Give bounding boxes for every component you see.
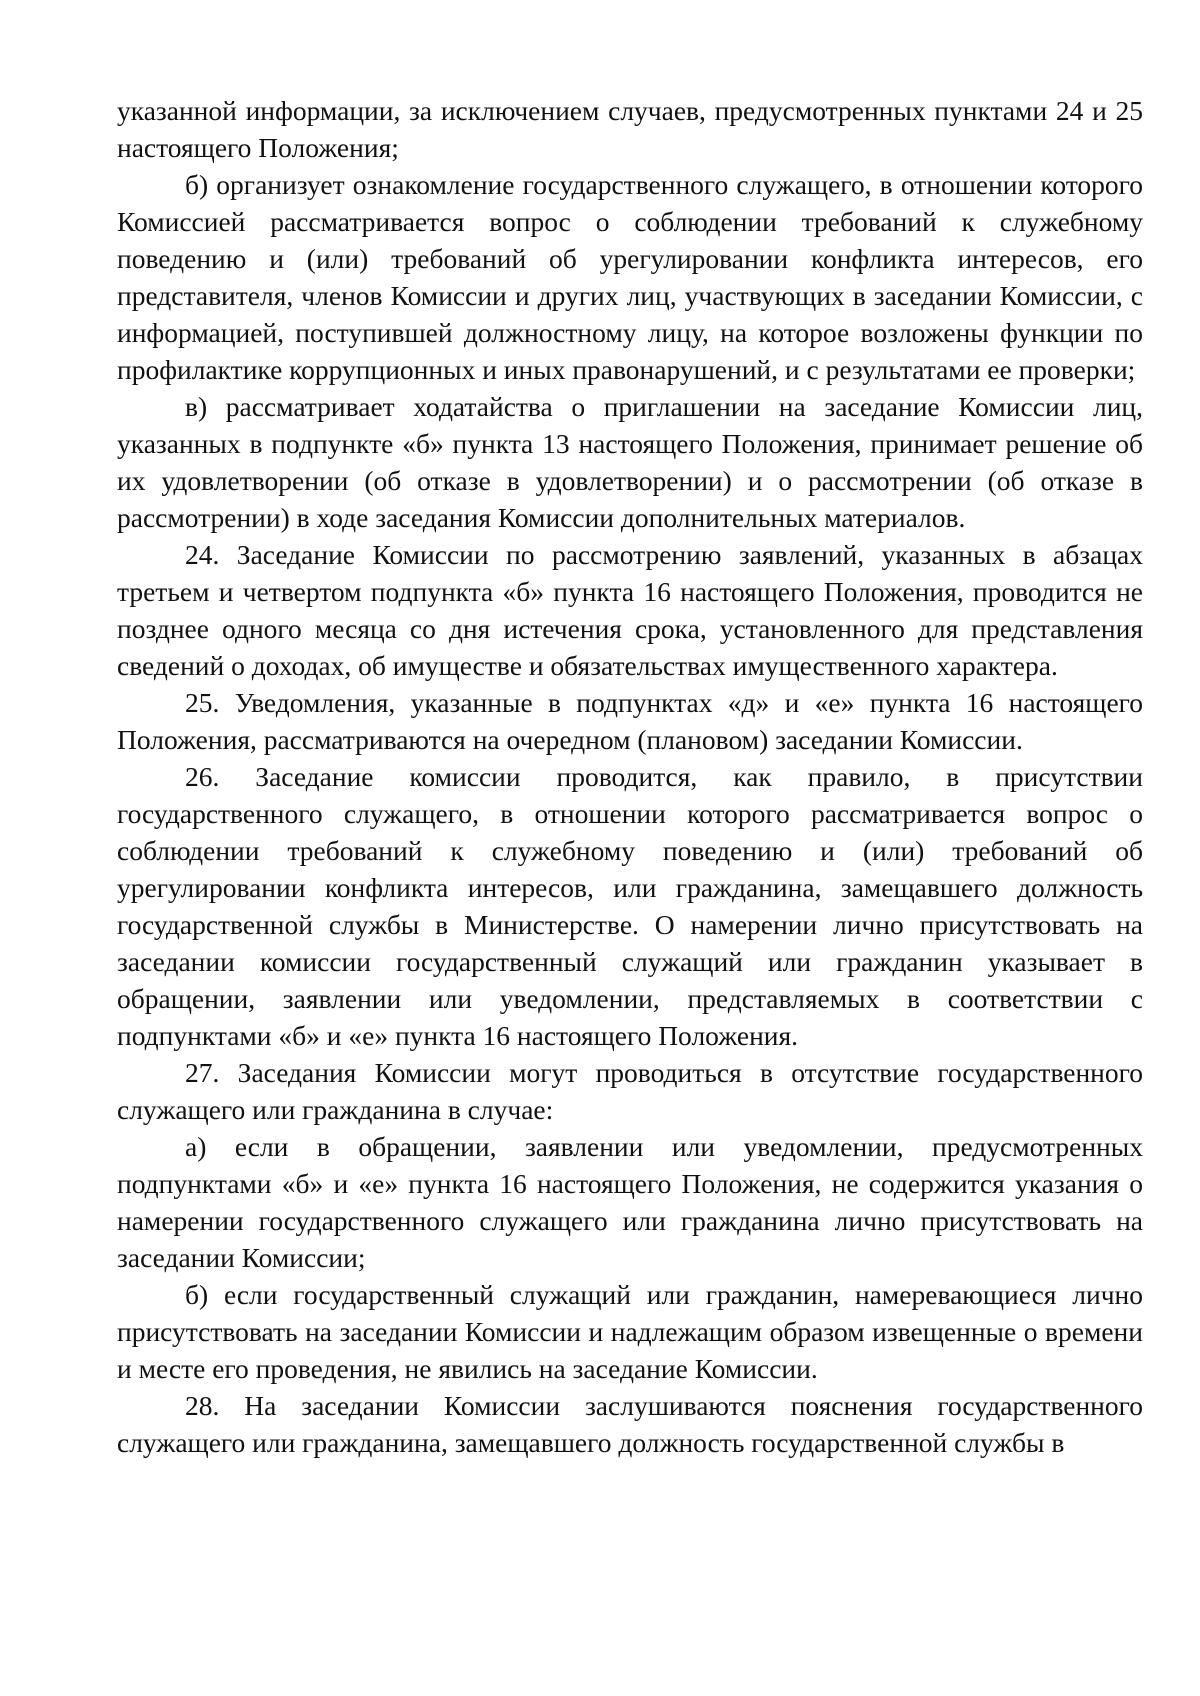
paragraph-item-27-subitem-b: б) если государственный служащий или гражданин, намеревающиеся лично присутствовать на заседании Комиссии и надлежащим образом извещенные о времени и месте его проведения, не явились на заседание Комиссии. [117,1279,1143,1384]
paragraph-item-24: 24. Заседание Комиссии по рассмотрению заявлений, указанных в абзацах третьем и четвертом подпункта «б» пункта 16 настоящего Положения, проводится не позднее одного месяца со дня истечения срока, установленного для представления сведений о доходах, об имуществе и обязательствах имущественного характера. [117,539,1143,681]
paragraph-item-28: 28. На заседании Комиссии заслушиваются пояснения государственного служащего или гражданина, замещавшего должность государственной службы в [117,1390,1143,1458]
paragraph-subitem-v: в) рассматривает ходатайства о приглашении на заседание Комиссии лиц, указанных в подпункте «б» пункта 13 настоящего Положения, принимает решение об их удовлетворении (об отказе в удовлетворении) и о рассмотрении (об отказе в рассмотрении) в ходе заседания Комиссии дополнительных материалов. [117,391,1143,533]
document-page [117,92,1143,1461]
paragraph-item-27-subitem-a: а) если в обращении, заявлении или уведомлении, предусмотренных подпунктами «б» и «е» пункта 16 настоящего Положения, не содержится указания о намерении государственного служащего или гражданина лично присутствовать на заседании Комиссии; [117,1131,1143,1273]
paragraph-item-25: 25. Уведомления, указанные в подпунктах «д» и «е» пункта 16 настоящего Положения, рассматриваются на очередном (плановом) заседании Комиссии. [117,687,1143,755]
paragraph-subitem-b: б) организует ознакомление государственного служащего, в отношении которого Комиссией рассматривается вопрос о соблюдении требований к служебному поведению и (или) требований об урегулировании конфликта интересов, его представителя, членов Комиссии и других лиц, участвующих в заседании Комиссии, с информацией, поступившей должностному лицу, на которое возложены функции по профилактике коррупционных и иных правонарушений, и с результатами ее проверки; [117,169,1143,385]
paragraph-item-26: 26. Заседание комиссии проводится, как правило, в присутствии государственного служащего, в отношении которого рассматривается вопрос о соблюдении требований к служебному поведению и (или) требований об урегулировании конфликта интересов, или гражданина, замещавшего должность государственной службы в Министерстве. О намерении лично присутствовать на заседании комиссии государственный служащий или гражданин указывает в обращении, заявлении или уведомлении, представляемых в соответствии с подпунктами «б» и «е» пункта 16 настоящего Положения. [117,761,1143,1051]
paragraph-item-27: 27. Заседания Комиссии могут проводиться в отсутствие государственного служащего или гражданина в случае: [117,1057,1143,1125]
paragraph-continuation: указанной информации, за исключением случаев, предусмотренных пунктами 24 и 25 настоящего Положения; [117,95,1143,163]
